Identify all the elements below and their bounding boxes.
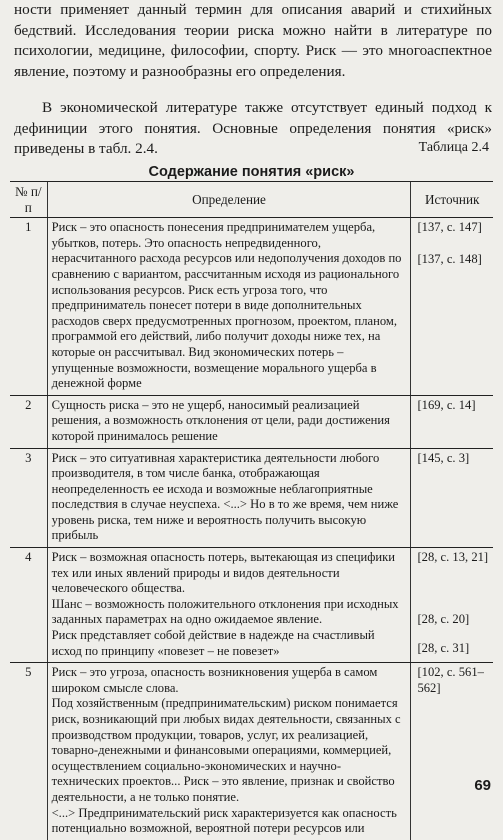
table-caption: Таблица 2.4 [418, 140, 489, 155]
page-number: 69 [474, 777, 491, 794]
row-number: 2 [10, 395, 47, 448]
row-source [411, 548, 493, 663]
definition-text: Под хозяйственным (предпринимательским) риском понимается риск, возникающий при любых видах деятельности, связанных с производством продукции, товаров, услуг, их реализацией, товарно-денежными и финансовыми операциями, коммерцией, осуществлением социально-экономических и научно-технических проектов... Риск – это явление, признак и свойство деятельности, а не только понятие. [51, 696, 401, 804]
table-row [10, 548, 493, 663]
row-definition [47, 663, 411, 840]
row-number: 3 [10, 448, 47, 548]
definition-text: Шанс – возможность положительного отклонения при исходных заданных параметрах на одно ожидаемое явление. [51, 596, 399, 627]
row-number: 4 [10, 548, 47, 663]
source-ref: [137, с. 147] [417, 220, 482, 235]
risk-definitions-table [10, 181, 493, 840]
table-header-row [10, 182, 493, 218]
definition-text: Риск – это опасность понесения предпринимателем ущерба, убытков, потерь. Это опасность непредвиденного, нерасчитанного расхода ресурсов или недополучения доходов по сравнению с вариантом, рассчитанным исходя из рационального использования ресурсов. Риск есть угроза того, что предприниматель понесет потери в виде дополнительных расходов сверх предусмотренных прогнозом, проектом, планом, программой его действий, либо получит доходы ниже тех, на которые он рассчитывал. Вид экономических потерь – упущенные возможности, возмещение морального ущерба в денежной форме [51, 220, 402, 391]
row-definition [47, 395, 411, 448]
source-ref: [145, с. 3] [417, 450, 470, 465]
definition-text: Сущность риска – это не ущерб, наносимый реализацией решения, а возможность отклонения от цели, ради достижения которой принималось решение [51, 397, 390, 443]
definition-paragraph: В экономической литературе также отсутствует единый подход к дефиниции этого понятия. Основные определения понятия «риск» приведены в табл. 2.4. [14, 99, 492, 157]
definition-text: Риск – возможная опасность потерь, вытекающая из специфики тех или иных явлений природы и видов деятельности человеческого общества. [51, 550, 396, 596]
row-source [411, 218, 493, 396]
table-row [10, 663, 493, 840]
source-ref: [102, с. 561–562] [417, 665, 484, 695]
definition-text: Риск – это ситуативная характеристика деятельности любого производителя, в том числе банка, отображающая неопределенность ее исхода и возможные неблагоприятные последствия в случае неуспеха. <...> Но в то же время, чем ниже уровень риска, тем ниже и вероятность получить высокую прибыль [51, 450, 399, 543]
row-definition [47, 548, 411, 663]
table-row [10, 395, 493, 448]
intro-paragraph: ности применяет данный термин для описания аварий и стихийных бедствий. Исследования теории риска можно найти в литературе по психологии, медицине, философии, спорту. Риск — это многоаспектное явление, поэтому и разнообразны его определения. [14, 1, 492, 80]
table-title: Содержание понятия «риск» [148, 164, 355, 180]
row-definition [47, 448, 411, 548]
header-number: № п/п [10, 182, 47, 218]
row-source [411, 448, 493, 548]
source-ref: [137, с. 148] [417, 251, 482, 266]
source-ref: [28, с. 20] [417, 611, 470, 626]
header-source: Источник [411, 182, 493, 218]
source-ref: [28, с. 13, 21] [417, 550, 489, 565]
header-definition: Определение [47, 182, 411, 218]
row-definition [47, 218, 411, 396]
row-source [411, 395, 493, 448]
table-row [10, 218, 493, 396]
definition-text: <...> Предпринимательский риск характеризуется как опасность потенциально возможной, вероятной потери ресурсов или [51, 805, 397, 836]
row-number: 5 [25, 665, 32, 680]
row-source [411, 663, 493, 840]
source-ref: [28, с. 31] [417, 641, 470, 656]
definition-text: Риск представляет собой действие в надежде на счастливый исход по принципу «повезет – не повезет» [51, 628, 375, 658]
definition-text: Риск – это угроза, опасность возникновения ущерба в самом широком смысле слова. [51, 665, 378, 695]
row-number: 1 [10, 218, 47, 396]
table-row [10, 448, 493, 548]
source-ref: [169, с. 14] [417, 397, 476, 412]
